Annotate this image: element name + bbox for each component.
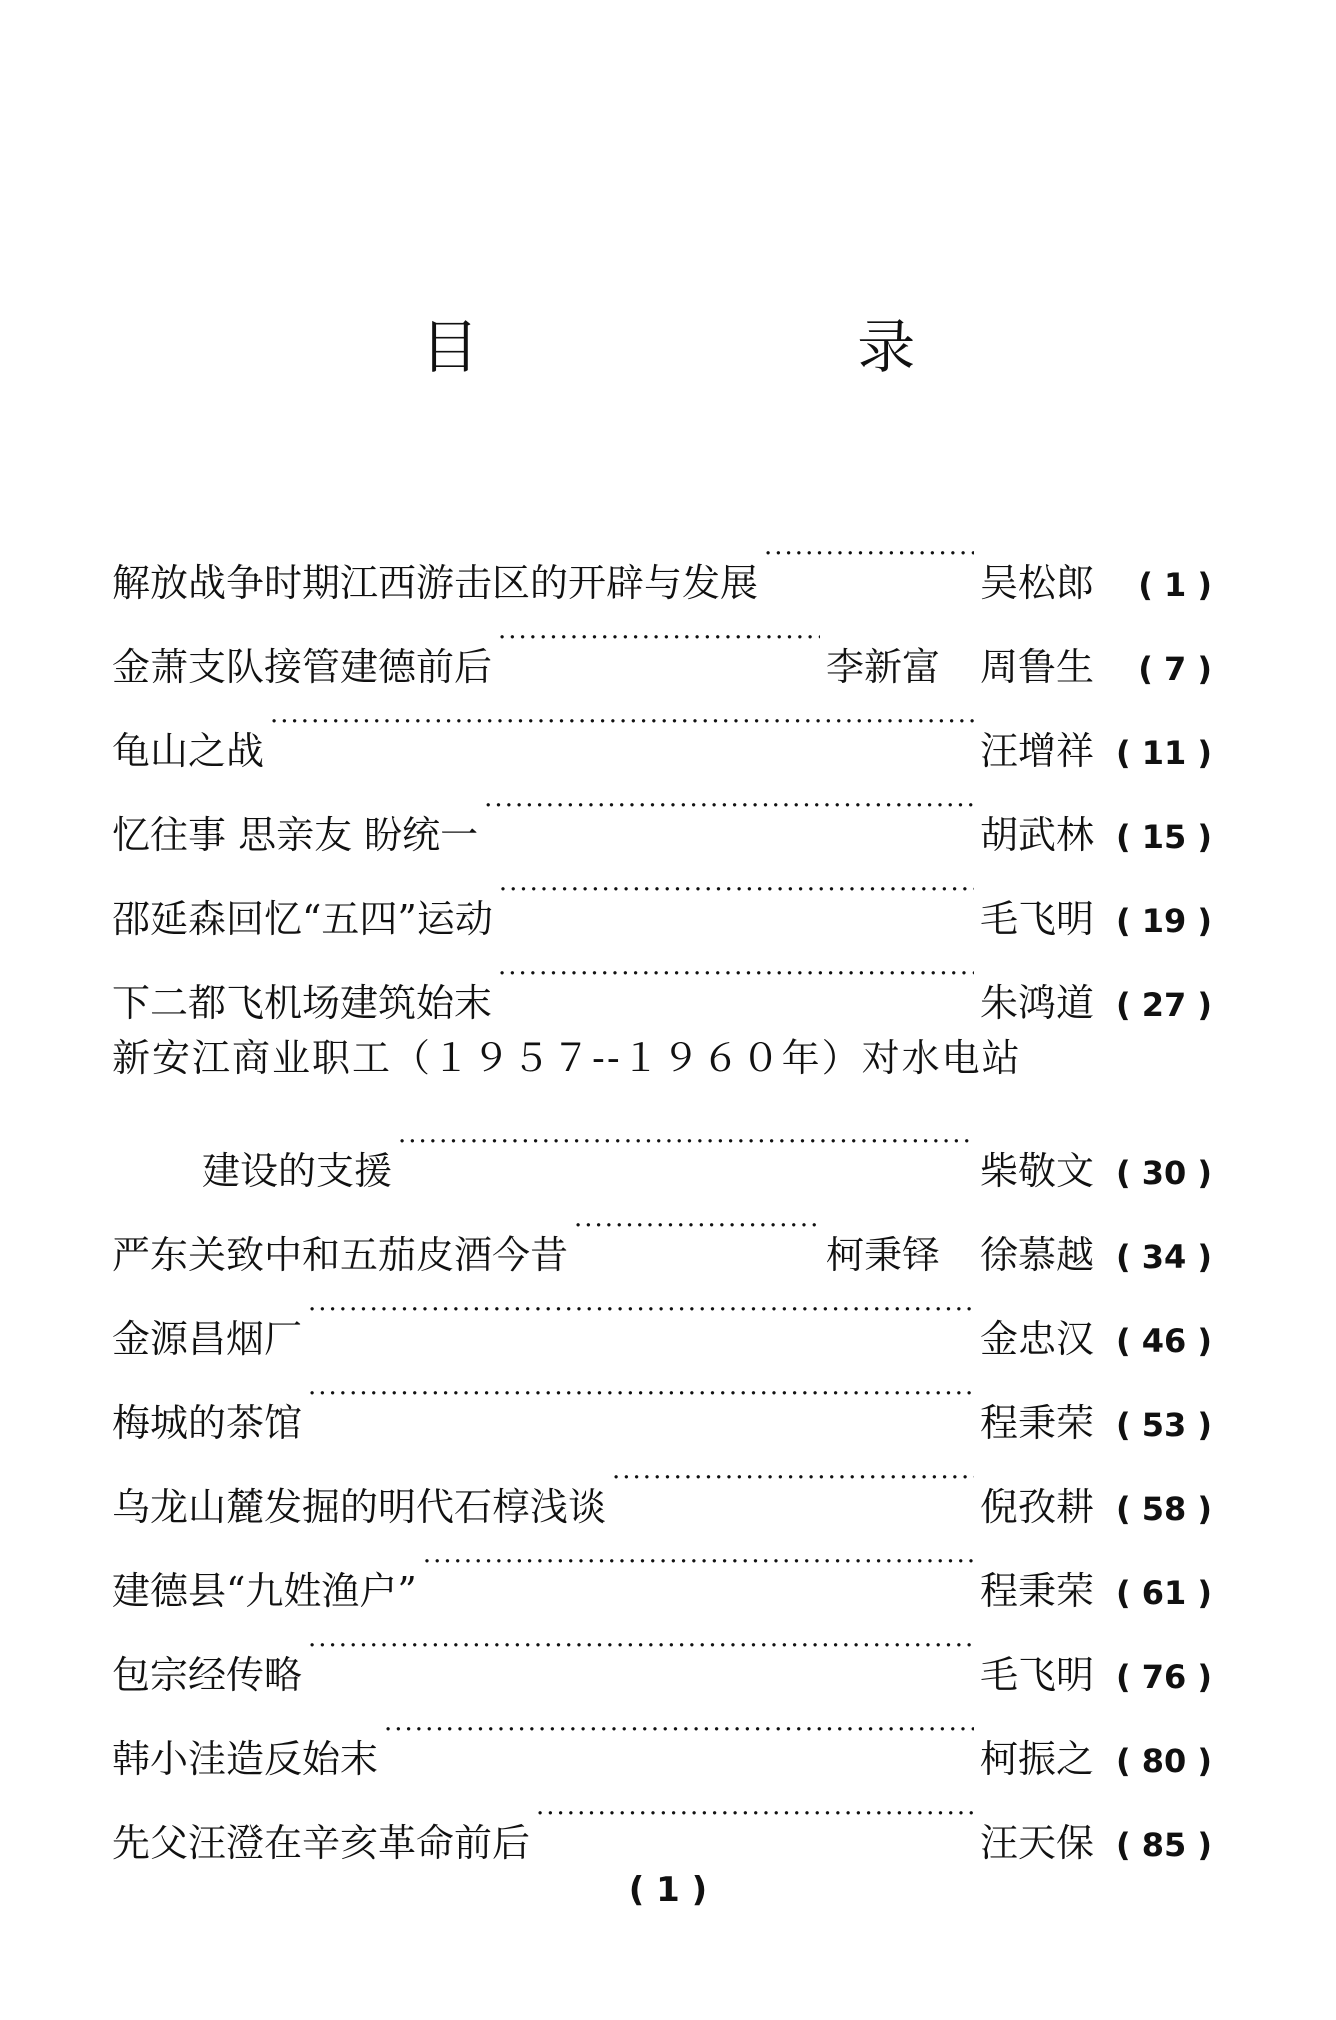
toc-entry-page: ( 46 ) [1115,1322,1212,1360]
toc-entry-page: ( 53 ) [1115,1406,1212,1444]
toc-entry-page: ( 7 ) [1138,650,1212,688]
toc-entry-page: ( 76 ) [1115,1658,1212,1696]
toc-entry-title: 乌龙山麓发掘的明代石椁浅谈 [112,1485,607,1529]
toc-entry-author: 吴松郎 [979,561,1094,605]
toc-entry-title: 龟山之战 [112,729,265,773]
dot-leader [308,1352,974,1436]
toc-entry-author: 汪增祥 [979,729,1094,773]
dot-leader [484,764,974,848]
page-number: ( 1 ) [628,1870,708,1910]
toc-entry-author: 柴敬文 [979,1149,1094,1193]
toc-entry-page: ( 34 ) [1115,1238,1212,1276]
dot-leader [536,1772,974,1856]
toc-entry-author-second: 徐慕越 [979,1233,1094,1277]
toc-entry-author-second: 周鲁生 [979,645,1094,689]
toc-entry-page: ( 19 ) [1115,902,1212,940]
toc-entry-page: ( 30 ) [1115,1154,1212,1192]
toc-entry-author: 朱鸿道 [979,981,1094,1025]
toc-entry-author: 李新富 [825,645,940,689]
toc-entry-title: 包宗经传略 [112,1653,303,1697]
dot-leader [384,1688,974,1772]
dot-leader [499,848,974,932]
dot-leader [498,932,974,1016]
toc-entry-title: 先父汪澄在辛亥革命前后 [112,1821,531,1865]
toc-entry-title: 梅城的茶馆 [112,1401,303,1445]
table-of-contents [112,512,1212,1865]
toc-entry-page: ( 1 ) [1138,566,1212,604]
dot-leader [270,680,974,764]
dot-leader [423,1520,974,1604]
dot-leader [398,1100,974,1184]
toc-entry-title: 邵延森回忆“五四”运动 [112,897,493,941]
toc-entry [112,512,1212,605]
dot-leader [764,512,974,596]
dot-leader [308,1268,974,1352]
toc-entry-title: 下二都飞机场建筑始末 [112,981,493,1025]
toc-entry-author: 柯秉铎 [825,1233,940,1277]
dot-leader [574,1184,820,1268]
toc-entry-title: 金源昌烟厂 [112,1317,303,1361]
toc-entry-page: ( 58 ) [1115,1490,1212,1528]
toc-entry-author: 金忠汉 [979,1317,1094,1361]
toc-entry-page: ( 80 ) [1115,1742,1212,1780]
page-title: 目 录 [420,313,1096,381]
toc-entry-title: 忆往事 思亲友 盼统一 [112,813,479,857]
dot-leader [612,1436,974,1520]
toc-entry [112,1100,1212,1193]
toc-entry-title: 建德县“九姓渔户” [112,1569,417,1613]
toc-entry-title: 严东关致中和五茄皮酒今昔 [112,1233,569,1277]
toc-entry-author: 倪孜耕 [979,1485,1094,1529]
toc-entry-author: 毛飞明 [979,897,1094,941]
dot-leader [308,1604,974,1688]
toc-entry-author: 毛飞明 [979,1653,1094,1697]
toc-entry-title: 金萧支队接管建德前后 [112,645,493,689]
toc-entry-author: 汪天保 [979,1821,1094,1865]
toc-entry-page: ( 15 ) [1115,818,1212,856]
toc-entry-page: ( 27 ) [1115,986,1212,1024]
toc-entry-page: ( 85 ) [1115,1826,1212,1864]
toc-entry-page: ( 11 ) [1115,734,1212,772]
toc-entry-title: 解放战争时期江西游击区的开辟与发展 [112,561,759,605]
toc-entry-author: 胡武林 [979,813,1094,857]
toc-entry-author: 柯振之 [979,1737,1094,1781]
toc-entry-title: 建设的支援 [202,1149,393,1193]
toc-entry-author: 程秉荣 [979,1569,1094,1613]
toc-entry-page: ( 61 ) [1115,1574,1212,1612]
toc-entry-title: 韩小洼造反始末 [112,1737,379,1781]
toc-entry-title: 新安江商业职工（１９５７--１９６０年）对水电站 [112,1036,1022,1080]
dot-leader [498,596,820,680]
toc-entry-author: 程秉荣 [979,1401,1094,1445]
